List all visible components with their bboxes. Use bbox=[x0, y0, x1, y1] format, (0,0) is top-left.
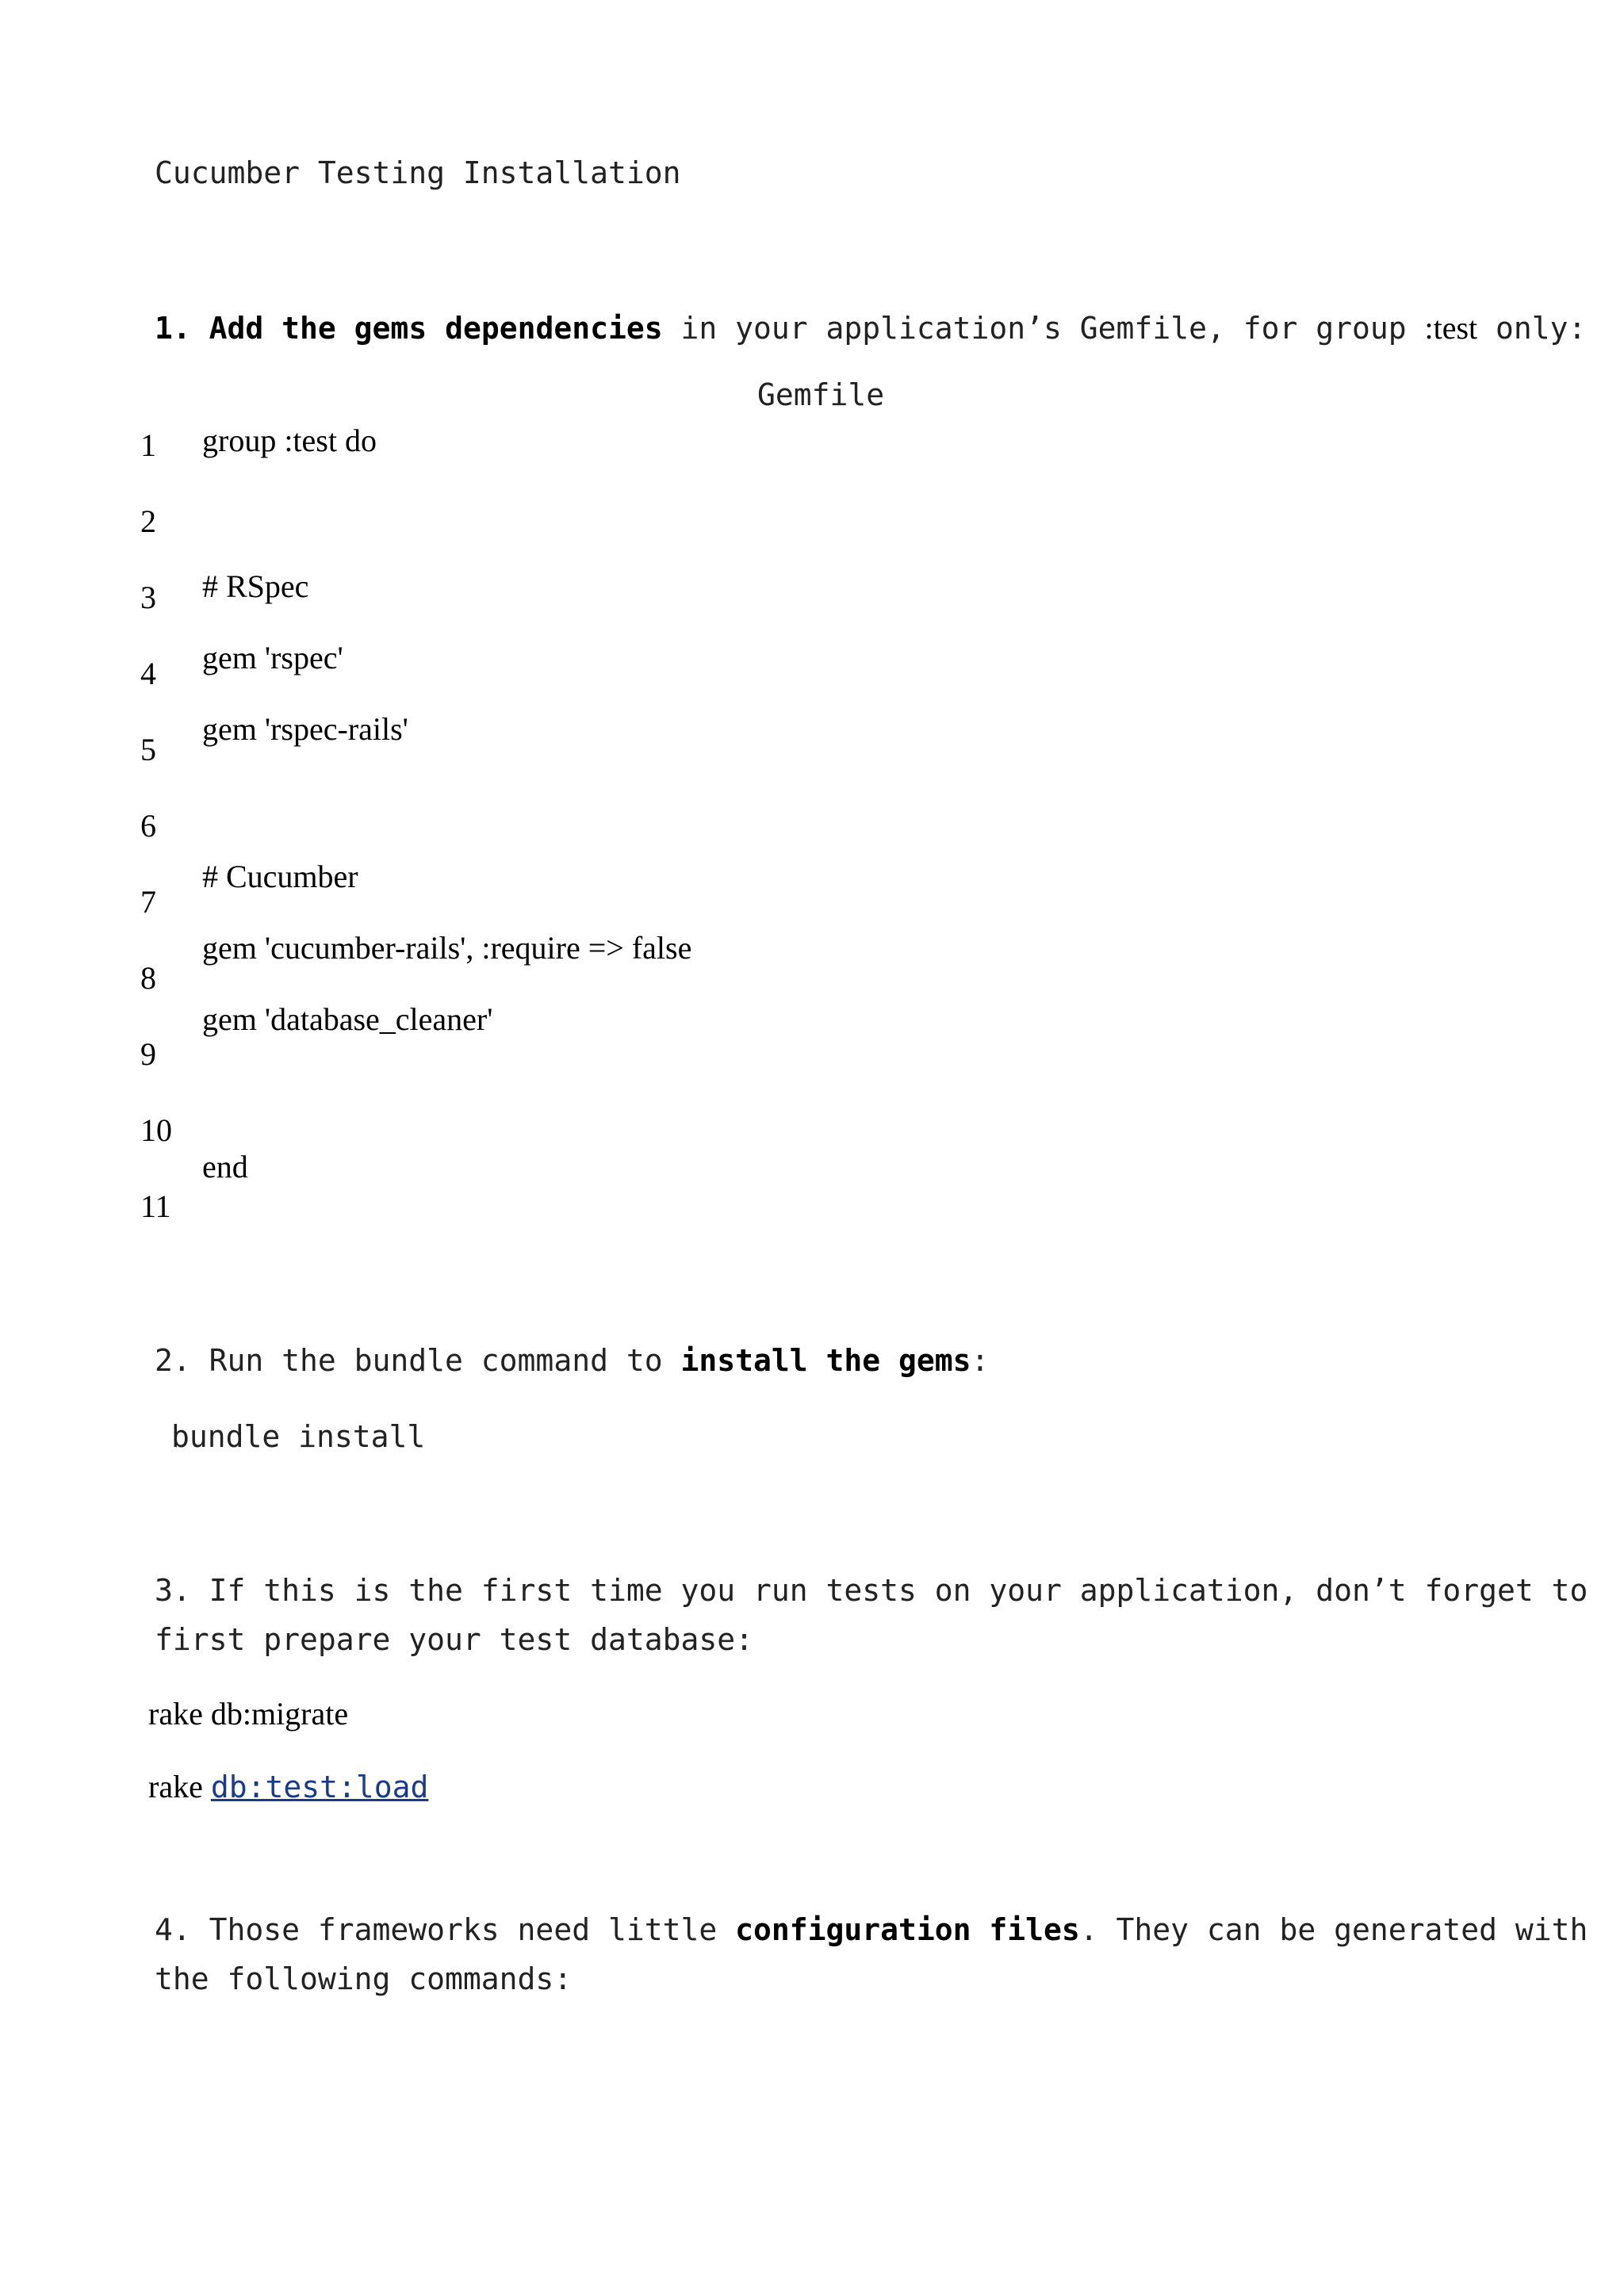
code-line: gem 'rspec' bbox=[202, 640, 343, 675]
step-4-line-1 bbox=[155, 1912, 1588, 1947]
step-3-line-2: first prepare your test database: bbox=[155, 1622, 753, 1657]
line-number: 2 bbox=[140, 503, 156, 539]
step-2-text-a: 2. Run the bundle command to bbox=[155, 1343, 681, 1378]
step-4-text-a: 4. Those frameworks need little bbox=[155, 1912, 736, 1947]
step-2-bold: install the gems bbox=[680, 1343, 971, 1378]
page-title: Cucumber Testing Installation bbox=[155, 155, 681, 190]
step-1-text bbox=[155, 309, 1586, 346]
step-3-line-1: 3. If this is the first time you run tests on your application, don’t forget to bbox=[155, 1573, 1588, 1608]
bundle-install-command: bundle install bbox=[171, 1419, 426, 1454]
code-line: # RSpec bbox=[202, 568, 309, 604]
step-4-bold: configuration files bbox=[735, 1912, 1080, 1947]
line-number: 3 bbox=[140, 580, 156, 615]
db-test-load-link[interactable]: db:test:load bbox=[210, 1770, 429, 1804]
line-number: 1 bbox=[140, 427, 156, 463]
step-4-line-2: the following commands: bbox=[155, 1961, 573, 1996]
code-line: end bbox=[202, 1149, 248, 1184]
step-1-number: 1. bbox=[155, 311, 191, 346]
step-1-text-b: only: bbox=[1477, 311, 1587, 346]
line-number: 5 bbox=[140, 732, 156, 767]
line-number: 4 bbox=[140, 656, 156, 691]
step-1-symbol: :test bbox=[1424, 310, 1478, 346]
line-number: 7 bbox=[140, 884, 156, 920]
line-number: 8 bbox=[140, 960, 156, 996]
rake-load-prefix: rake bbox=[148, 1769, 211, 1804]
rake-migrate-command: rake db:migrate bbox=[148, 1696, 349, 1732]
code-line: # Cucumber bbox=[202, 859, 358, 894]
line-number: 9 bbox=[140, 1036, 156, 1072]
code-line: gem 'cucumber-rails', :require => false bbox=[202, 930, 692, 966]
step-1-bold: Add the gems dependencies bbox=[209, 311, 663, 346]
gemfile-caption: Gemfile bbox=[757, 377, 885, 412]
code-line: group :test do bbox=[202, 423, 377, 458]
code-line: gem 'rspec-rails' bbox=[202, 711, 408, 747]
step-4-text-b: . They can be generated with bbox=[1079, 1912, 1588, 1947]
line-number: 11 bbox=[140, 1188, 171, 1224]
line-number: 6 bbox=[140, 808, 156, 844]
step-2-text-b: : bbox=[971, 1343, 990, 1378]
code-line: gem 'database_cleaner' bbox=[202, 1001, 493, 1037]
line-number: 10 bbox=[140, 1112, 172, 1148]
step-2-text bbox=[155, 1343, 989, 1378]
step-1-text-a: in your application’s Gemfile, for group bbox=[662, 311, 1425, 346]
rake-load-command bbox=[148, 1768, 428, 1805]
